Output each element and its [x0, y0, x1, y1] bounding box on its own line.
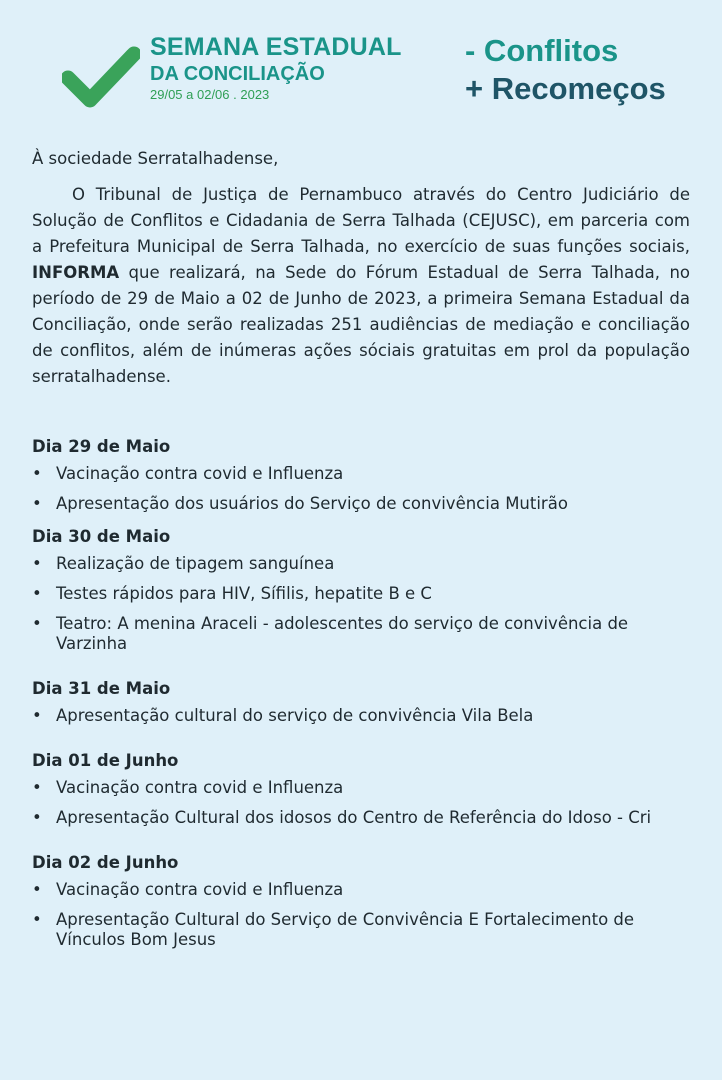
day-title: Dia 29 de Maio: [32, 437, 171, 456]
activity-list: [32, 554, 690, 654]
list-item: • Apresentação Cultural dos idosos do Centro de Referência do Idoso - Cri: [32, 808, 690, 828]
header: [0, 0, 722, 120]
day-title: Dia 01 de Junho: [32, 751, 179, 770]
event-title-line2: DA CONCILIAÇÃO: [150, 63, 325, 85]
activity-list: [32, 880, 690, 950]
list-item: • Vacinação contra covid e Influenza: [32, 880, 690, 900]
activity-list: [32, 778, 690, 828]
checkmark-icon: [62, 44, 140, 108]
list-item: • Teatro: A menina Araceli - adolescentes do serviço de convivência de Varzinha: [32, 614, 690, 654]
paragraph-text-1: O Tribunal de Justiça de Pernambuco através do Centro Judiciário de Solução de Conflitos e Cidadania de Serra Talhada (CEJUSC), em parceria com a Prefeitura Municipal de Serra Talhada, no exercício de suas funções sociais,: [32, 185, 690, 256]
list-item: • Apresentação dos usuários do Serviço de convivência Mutirão: [32, 494, 690, 514]
activity-list: [32, 464, 690, 514]
event-dates: 29/05 a 02/06 . 2023: [150, 87, 270, 102]
list-item: • Apresentação Cultural do Serviço de Convivência E Fortalecimento de Vínculos Bom Jesus: [32, 910, 690, 950]
list-item: • Vacinação contra covid e Influenza: [32, 778, 690, 798]
list-item: • Vacinação contra covid e Influenza: [32, 464, 690, 484]
day-section-30-maio: [32, 524, 690, 654]
paragraph-bold-word: INFORMA: [32, 263, 120, 282]
announcement-paragraph: [32, 182, 690, 390]
day-title: Dia 02 de Junho: [32, 853, 179, 872]
list-item: • Apresentação cultural do serviço de convivência Vila Bela: [32, 706, 690, 726]
day-section-01-junho: [32, 748, 690, 828]
activity-list: [32, 706, 690, 726]
letter-body: [32, 146, 690, 960]
slogan: [465, 32, 666, 108]
slogan-line1: - Conflitos: [465, 33, 619, 68]
slogan-line2: + Recomeços: [465, 71, 666, 106]
event-title-line1: SEMANA ESTADUAL: [150, 33, 402, 61]
list-item: • Realização de tipagem sanguínea: [32, 554, 690, 574]
list-item: • Testes rápidos para HIV, Sífilis, hepatite B e C: [32, 584, 690, 604]
day-section-02-junho: [32, 850, 690, 950]
day-title: Dia 31 de Maio: [32, 679, 171, 698]
greeting: À sociedade Serratalhadense,: [32, 149, 279, 168]
paragraph-text-2: que realizará, na Sede do Fórum Estadual de Serra Talhada, no período de 29 de Maio a 02 de Junho de 2023, a primeira Semana Estadual da Conciliação, onde serão realizadas 251 audiências de mediação e conciliação de conflitos, além de inúmeras ações sóciais gratuitas em prol da população serratalhadense.: [32, 263, 690, 386]
event-title: [150, 32, 402, 104]
day-title: Dia 30 de Maio: [32, 527, 171, 546]
day-section-31-maio: [32, 676, 690, 726]
day-section-29-maio: [32, 434, 690, 514]
